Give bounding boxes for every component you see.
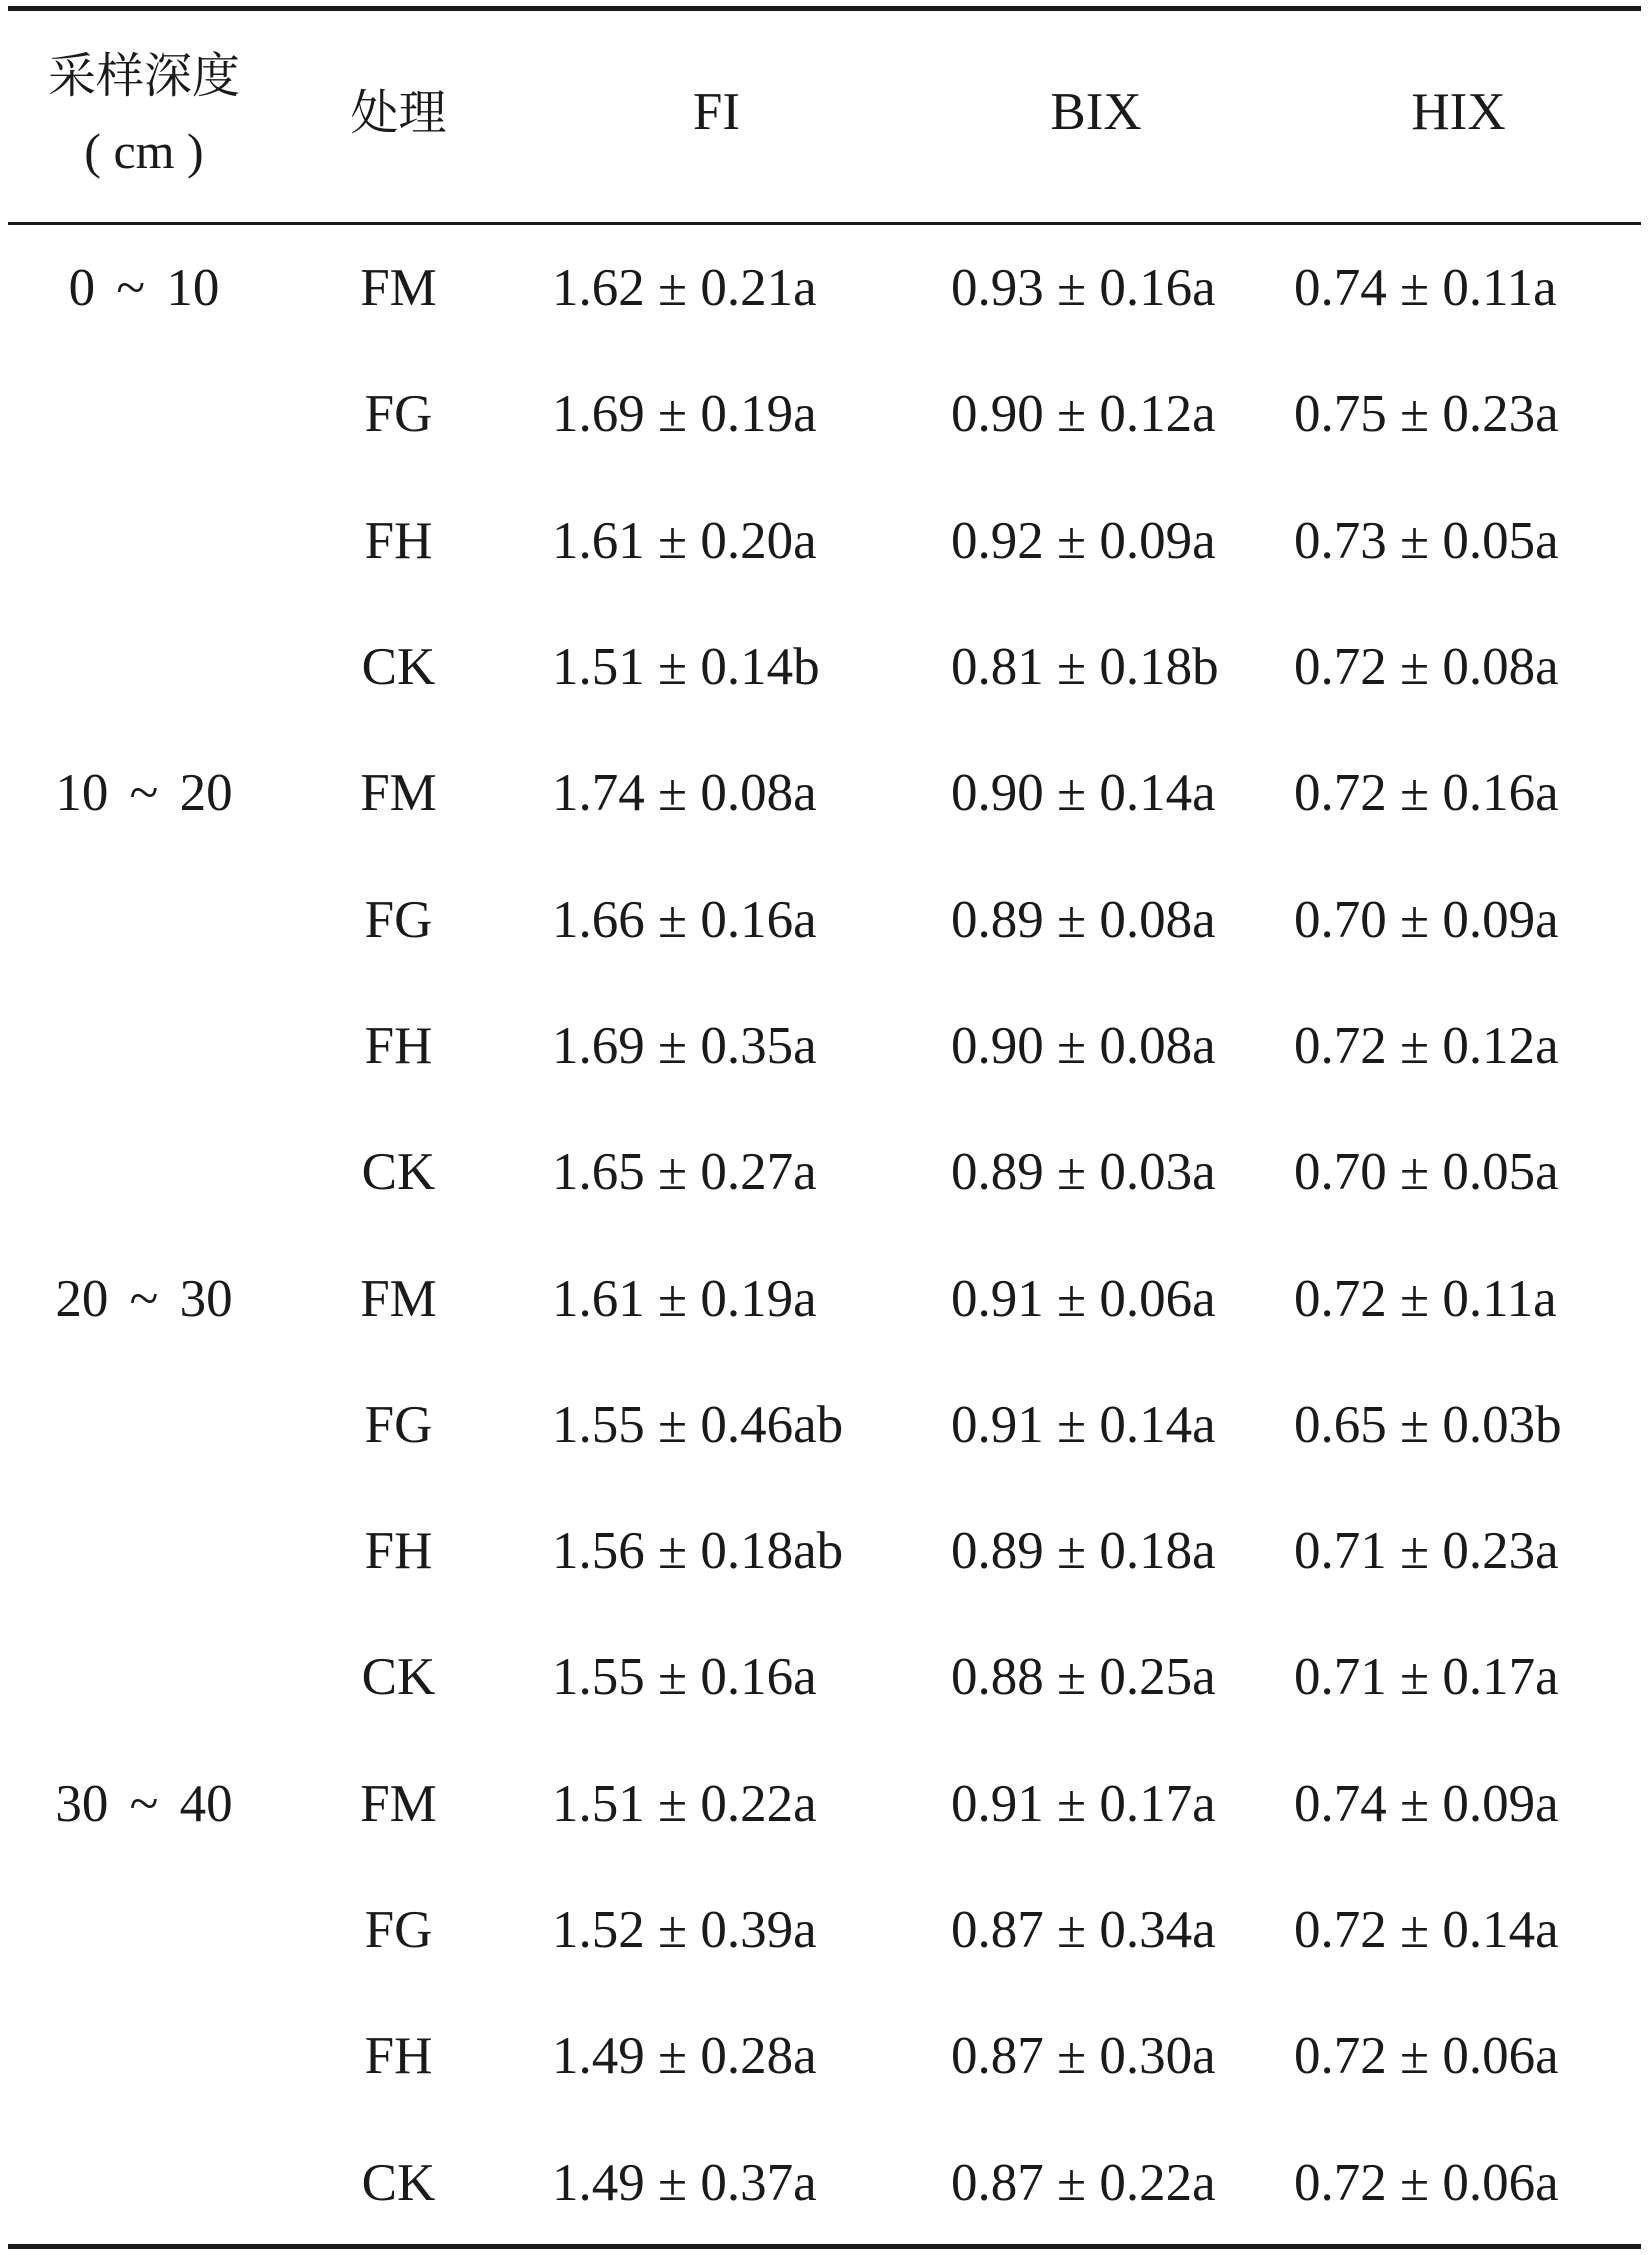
cell-depth: 30 ~ 40 [55, 1774, 233, 1833]
cell-bix: 0.81 ± 0.18b [951, 638, 1219, 697]
cell-treatment: FH [364, 1522, 433, 1581]
cell-bix: 0.87 ± 0.22a [951, 2153, 1216, 2212]
header-treatment [280, 0, 517, 225]
cell-depth [8, 2119, 280, 2245]
cell-treatment: FH [364, 511, 433, 570]
cell-treatment: FH [364, 2027, 433, 2086]
cell-fi: 1.55 ± 0.46ab [552, 1395, 844, 1454]
cell-bix: 0.90 ± 0.12a [951, 385, 1216, 444]
cell-bix: 0.89 ± 0.18a [951, 1522, 1216, 1581]
cell-treatment: CK [361, 2153, 436, 2212]
cell-fi: 1.65 ± 0.27a [552, 1143, 817, 1202]
cell-bix: 0.87 ± 0.30a [951, 2027, 1216, 2086]
header-depth [8, 0, 280, 225]
cell-hix: 0.72 ± 0.16a [1294, 764, 1559, 823]
table-row [8, 1614, 1641, 1740]
cell-treatment: FM [360, 1269, 437, 1328]
table-row [8, 351, 1641, 477]
cell-hix: 0.74 ± 0.11a [1294, 259, 1557, 318]
cell-hix: 0.65 ± 0.03b [1294, 1395, 1562, 1454]
cell-depth [8, 1614, 280, 1740]
header-fi: FI [692, 83, 741, 142]
cell-fi: 1.62 ± 0.21a [552, 259, 817, 318]
cell-bix: 0.92 ± 0.09a [951, 511, 1216, 570]
cell-treatment: CK [361, 1648, 436, 1707]
cell-treatment: FM [360, 259, 437, 318]
cell-hix: 0.71 ± 0.17a [1294, 1648, 1559, 1707]
cell-treatment: FG [364, 1901, 433, 1959]
cell-hix: 0.71 ± 0.23a [1294, 1522, 1559, 1581]
cell-hix: 0.70 ± 0.09a [1294, 890, 1559, 949]
cell-hix: 0.72 ± 0.12a [1294, 1016, 1559, 1075]
header-bix: BIX [1050, 83, 1142, 142]
cell-depth [8, 983, 280, 1109]
cell-depth: 10 ~ 20 [55, 764, 233, 823]
cell-fi: 1.61 ± 0.19a [552, 1269, 817, 1328]
cell-depth [8, 1488, 280, 1614]
cell-bix: 0.91 ± 0.06a [951, 1269, 1216, 1328]
table-row [8, 856, 1641, 982]
table-row [8, 1993, 1641, 2119]
table-row [8, 1235, 1641, 1361]
cell-depth [8, 1362, 280, 1488]
table-row [8, 604, 1641, 730]
table-body [8, 225, 1641, 2246]
table-page [8, 0, 1641, 2255]
cell-fi: 1.55 ± 0.16a [552, 1648, 817, 1707]
cell-bix: 0.87 ± 0.34a [951, 1901, 1216, 1959]
cell-depth [8, 1109, 280, 1235]
cell-fi: 1.49 ± 0.28a [552, 2027, 817, 2086]
cell-hix: 0.70 ± 0.05a [1294, 1143, 1559, 1202]
cell-depth [8, 1867, 280, 1993]
table-row [8, 1362, 1641, 1488]
cell-treatment: FH [364, 1016, 433, 1075]
cell-hix: 0.72 ± 0.06a [1294, 2027, 1559, 2086]
cell-bix: 0.89 ± 0.08a [951, 890, 1216, 949]
cell-depth: 20 ~ 30 [55, 1269, 233, 1328]
cell-depth [8, 478, 280, 604]
header-row [8, 0, 1641, 225]
cell-depth [8, 351, 280, 477]
table-row [8, 1867, 1641, 1993]
header-depth-unit: ( cm ) [84, 123, 204, 180]
cell-fi: 1.66 ± 0.16a [552, 890, 817, 949]
cell-fi: 1.52 ± 0.39a [552, 1901, 817, 1959]
cell-fi: 1.51 ± 0.14b [552, 638, 820, 697]
cell-fi: 1.51 ± 0.22a [552, 1774, 817, 1833]
table-header [8, 0, 1641, 225]
cell-hix: 0.72 ± 0.08a [1294, 638, 1559, 697]
cell-treatment: FM [360, 1774, 437, 1833]
cell-hix: 0.72 ± 0.06a [1294, 2153, 1559, 2212]
header-hix: HIX [1411, 83, 1506, 142]
cell-bix: 0.91 ± 0.14a [951, 1395, 1216, 1454]
table-row [8, 478, 1641, 604]
cell-hix: 0.74 ± 0.09a [1294, 1774, 1559, 1833]
table-row [8, 225, 1641, 351]
cell-depth: 0 ~ 10 [68, 259, 220, 318]
cell-hix: 0.75 ± 0.23a [1294, 385, 1559, 444]
cell-treatment: FG [364, 385, 433, 444]
table-row [8, 1109, 1641, 1235]
cell-treatment: CK [361, 638, 436, 697]
cell-bix: 0.88 ± 0.25a [951, 1648, 1216, 1707]
cell-hix: 0.73 ± 0.05a [1294, 511, 1559, 570]
cell-bix: 0.93 ± 0.16a [951, 259, 1216, 318]
cell-fi: 1.69 ± 0.19a [552, 385, 817, 444]
data-table [8, 0, 1641, 2246]
cell-treatment: CK [361, 1143, 436, 1202]
cell-fi: 1.69 ± 0.35a [552, 1016, 817, 1075]
cell-hix: 0.72 ± 0.11a [1294, 1269, 1557, 1328]
cell-bix: 0.89 ± 0.03a [951, 1143, 1216, 1202]
table-row [8, 2119, 1641, 2245]
cell-depth [8, 604, 280, 730]
cell-fi: 1.61 ± 0.20a [552, 511, 817, 570]
cell-treatment: FM [360, 764, 437, 823]
cell-treatment: FG [364, 890, 433, 949]
cell-fi: 1.74 ± 0.08a [552, 764, 817, 823]
cell-fi: 1.56 ± 0.18ab [552, 1522, 844, 1581]
table-row [8, 983, 1641, 1109]
cell-depth [8, 1993, 280, 2119]
cell-depth [8, 856, 280, 982]
cell-hix: 0.72 ± 0.14a [1294, 1901, 1559, 1959]
cell-bix: 0.91 ± 0.17a [951, 1774, 1216, 1833]
table-row [8, 1741, 1641, 1867]
table-row [8, 1488, 1641, 1614]
cell-fi: 1.49 ± 0.37a [552, 2153, 817, 2212]
cell-bix: 0.90 ± 0.14a [951, 764, 1216, 823]
table-row [8, 730, 1641, 856]
cell-treatment: FG [364, 1395, 433, 1454]
header-depth-label: 采样深度 [47, 48, 240, 105]
cell-bix: 0.90 ± 0.08a [951, 1016, 1216, 1075]
header-treatment-label: 处理 [350, 85, 447, 142]
